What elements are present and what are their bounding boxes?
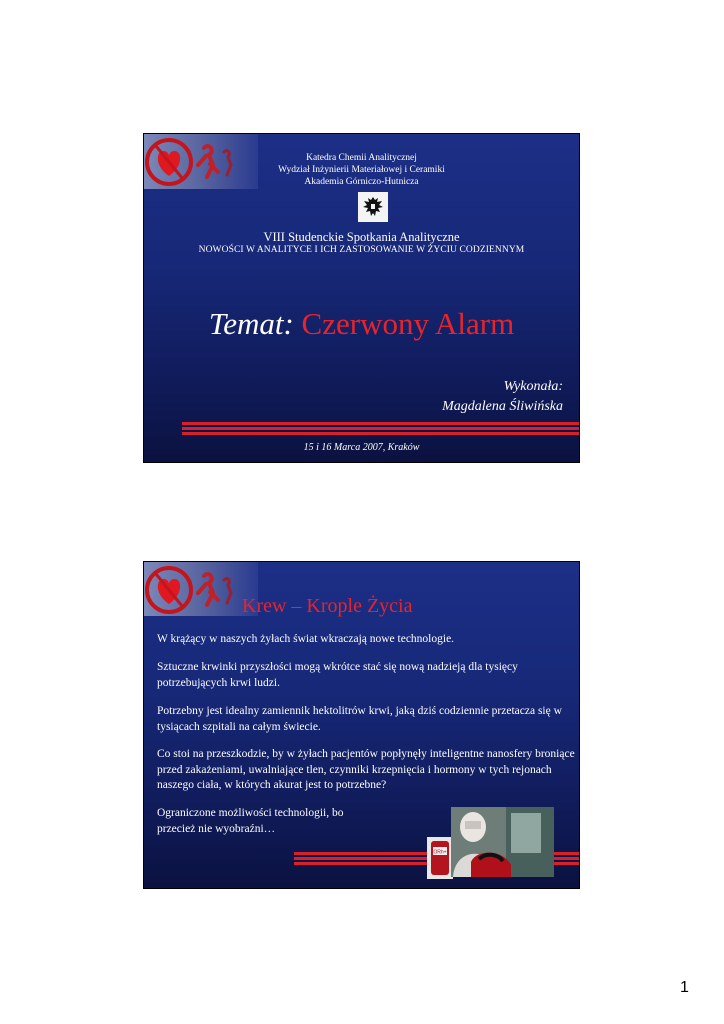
- blood-bag-label: ORh+: [433, 849, 447, 856]
- topic-title: [144, 306, 579, 342]
- topic-value: Czerwony Alarm: [301, 306, 515, 341]
- author-name: Magdalena Śliwińska: [442, 399, 563, 414]
- paragraph: W krążący w naszych żyłach świat wkraczają nowe technologie.: [157, 633, 455, 645]
- institution-line: Katedra Chemii Analitycznej: [306, 153, 417, 163]
- red-stripes: [182, 422, 579, 444]
- slide-heading: Krew – Krople Życia: [242, 595, 413, 617]
- institution-line: Akademia Górniczo-Hutnicza: [304, 177, 419, 187]
- slide-content: [143, 561, 580, 889]
- paragraph: Co stoi na przeszkodzie, by w żyłach pacjentów popłynęły inteligentne nanosfery broniące przed zakażeniami, uwalniające tlen, czynniki krzepnięcia i hormony w tych rejonach naszego ciała, w których akurat jest to potrzebne?: [157, 748, 575, 791]
- event-date: 15 i 16 Marca 2007, Kraków: [303, 442, 420, 453]
- paragraph: Sztuczne krwinki przyszłości mogą wkrótce stać się nową nadzieją dla tysięcy potrzebujących krwi ludzi.: [157, 661, 518, 689]
- event-theme: NOWOŚCI W ANALITYCE I ICH ZASTOSOWANIE W ŻYCIU CODZIENNYM: [198, 245, 525, 255]
- institution-line: Wydział Inżynierii Materiałowej i Ceramiki: [278, 165, 445, 175]
- institution-block: [144, 152, 579, 188]
- page-number: 1: [680, 979, 689, 996]
- heart-runner-logo: [144, 562, 258, 616]
- paragraph: Potrzebny jest idealny zamiennik hektolitrów krwi, jaką dziś codziennie przetacza się w tysiącach szpitali na całym świecie.: [157, 705, 562, 733]
- slide-title: [143, 133, 580, 463]
- lab-photo-image: [451, 807, 554, 877]
- paragraph: Ograniczone możliwości technologii, bo przecież nie wyobraźni…: [157, 807, 344, 835]
- event-name: VIII Studenckie Spotkania Analityczne: [263, 230, 460, 244]
- topic-label: Temat:: [208, 306, 294, 341]
- author-label: Wykonała:: [503, 379, 563, 394]
- blood-bag-image: [427, 837, 453, 879]
- eagle-crest-icon: [358, 192, 388, 222]
